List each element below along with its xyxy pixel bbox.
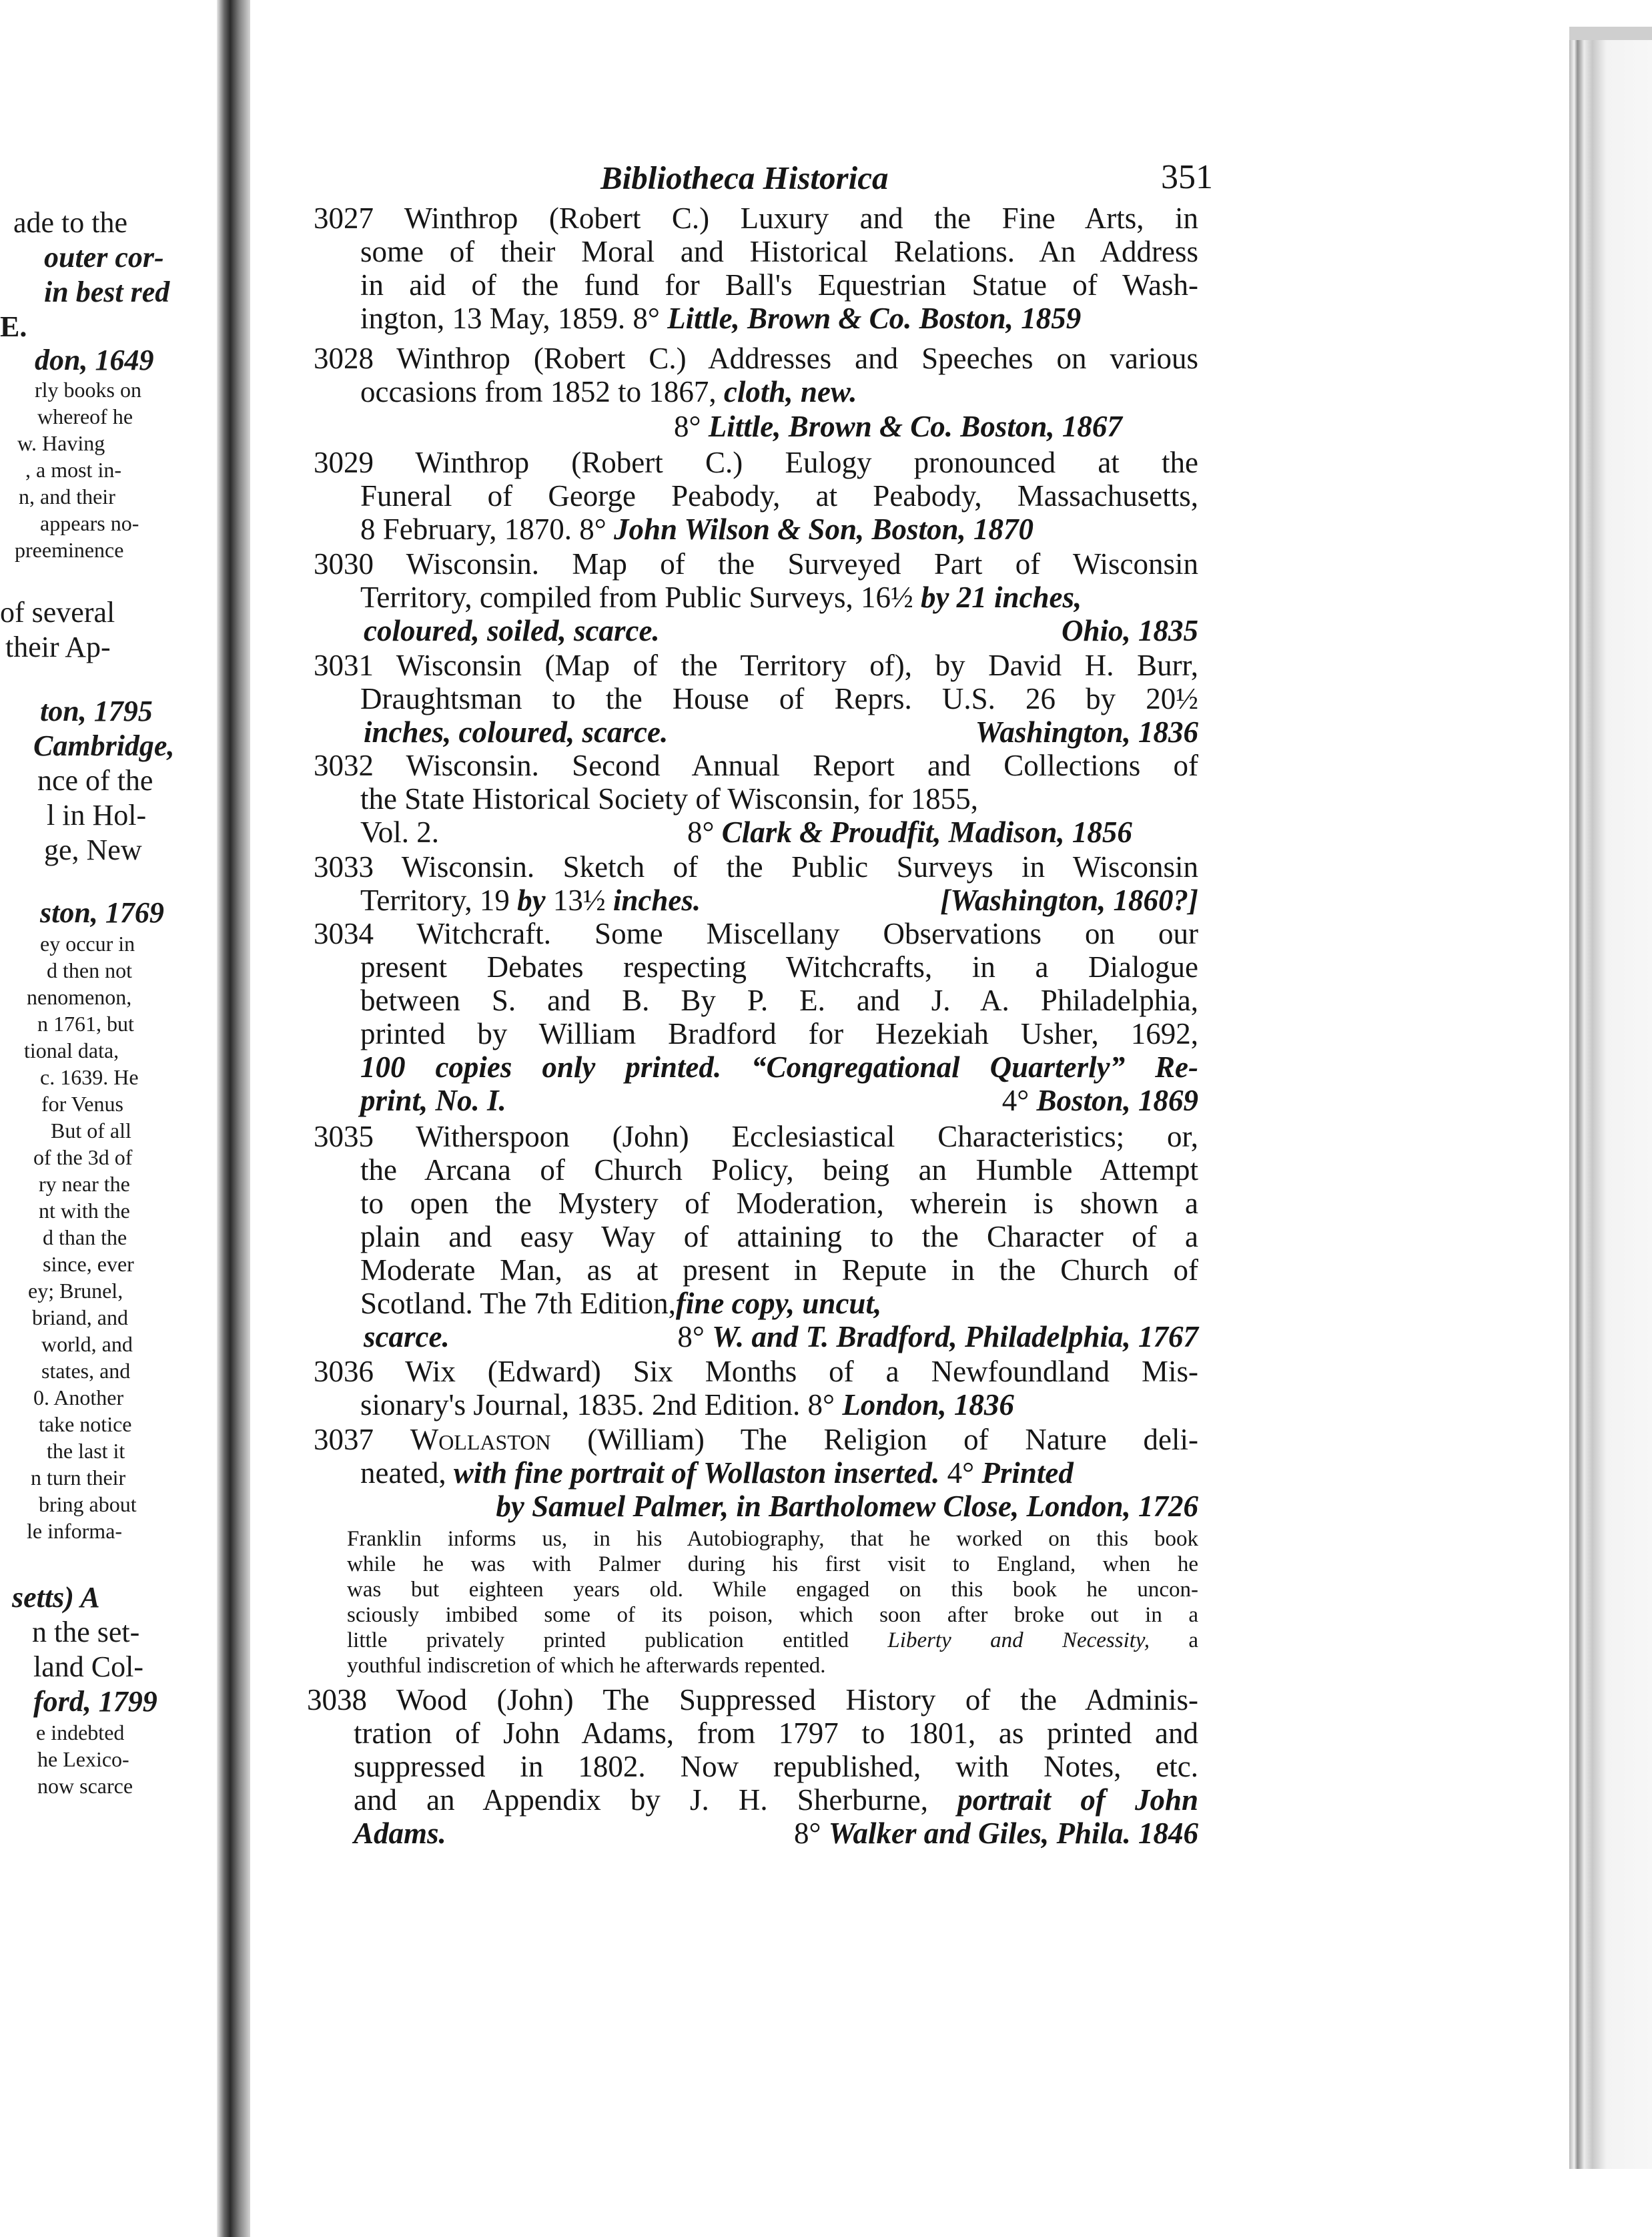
imprint: Little, Brown & Co. Boston, 1867 — [708, 410, 1122, 443]
fragment-line: d then not — [47, 958, 132, 982]
page-edge-stack — [1569, 27, 1652, 2169]
fragment-line: tional data, — [24, 1038, 119, 1062]
fragment-line: Cambridge, — [33, 729, 175, 762]
fragment-line: of several — [0, 596, 115, 629]
fragment-line: bring about — [39, 1492, 137, 1516]
condition-note: with fine portrait of Wollaston inserted. — [453, 1456, 940, 1490]
entry-line: in aid of the fund for Ball's Equestrian Statue of Wash- — [360, 268, 1198, 302]
fragment-line: ge, New — [44, 834, 142, 866]
footnote-title: Liberty and Necessity, — [887, 1628, 1150, 1652]
entry-line: the Arcana of Church Policy, being an Humble Attempt — [360, 1153, 1198, 1187]
entry-line: some of their Moral and Historical Relations. An Address — [360, 235, 1198, 268]
entry-line: Moderate Man, as at present in Repute in the Church of — [360, 1253, 1198, 1287]
fragment-line: nce of the — [37, 764, 153, 797]
entry-line: 3032 Wisconsin. Second Annual Report and Collections of — [314, 749, 1198, 782]
imprint: by Samuel Palmer, in Bartholomew Close, London, 1726 — [496, 1490, 1198, 1523]
fragment-line: But of all — [51, 1118, 131, 1143]
fragment-line: ston, 1769 — [40, 896, 164, 929]
entry-line: suppressed in 1802. Now republished, with Notes, etc. — [354, 1750, 1198, 1783]
footnote-line: Franklin informs us, in his Autobiography, that he worked on this book — [347, 1527, 1198, 1551]
entry-line — [354, 1785, 1198, 1815]
entry-text: (William) The Religion of Nature deli- — [550, 1423, 1199, 1456]
fragment-line: now scarce — [37, 1774, 133, 1798]
entry-line: 3030 Wisconsin. Map of the Surveyed Part of Wisconsin — [314, 547, 1198, 581]
condition-note: scarce. — [364, 1320, 450, 1353]
entry-line — [360, 377, 857, 407]
entry-line — [360, 515, 1034, 545]
entry-line — [360, 304, 1081, 334]
entry-text: ington, 13 May, 1859. 8° — [360, 302, 668, 335]
entry-line: Vol. 2. — [360, 816, 439, 849]
fragment-line: he Lexico- — [37, 1747, 129, 1771]
entry-line: 3033 Wisconsin. Sketch of the Public Surveys in Wisconsin — [314, 850, 1198, 884]
fragment-line: n the set- — [32, 1616, 140, 1648]
fragment-line: ton, 1795 — [40, 695, 153, 727]
entry-line — [667, 1819, 1198, 1849]
entry-line: between S. and B. By P. E. and J. A. Philadelphia, — [360, 984, 1198, 1017]
entry-line: 3031 Wisconsin (Map of the Territory of), by David H. Burr, — [314, 649, 1198, 682]
condition-note: Adams. — [354, 1817, 446, 1850]
entry-text: 8 February, 1870. 8° — [360, 513, 614, 546]
imprint: Washington, 1836 — [975, 715, 1198, 749]
entry-line: 3035 Witherspoon (John) Ecclesiastical Characteristics; or, — [314, 1120, 1198, 1153]
dimensions: by — [517, 884, 546, 917]
book-spine-gutter — [217, 0, 250, 2237]
footnote-line: was but eighteen years old. While engaged on this book he uncon- — [347, 1578, 1198, 1602]
entry-text: 4° — [1001, 1084, 1037, 1117]
footnote-line: sciously imbibed some of its poison, which soon after broke out in a — [347, 1603, 1198, 1627]
fragment-line: n, and their — [19, 485, 115, 509]
condition-note: cloth, new. — [723, 375, 857, 408]
fragment-line: e indebted — [36, 1720, 125, 1744]
entry-text: Territory, compiled from Public Surveys, 16½ — [360, 581, 921, 614]
page-number: 351 — [1161, 158, 1213, 196]
entry-line: Funeral of George Peabody, at Peabody, Massachusetts, — [360, 479, 1198, 513]
entry-line: tration of John Adams, from 1797 to 1801, as printed and — [354, 1716, 1198, 1750]
author-name: Wollaston — [410, 1423, 551, 1456]
fragment-line: of the 3d of — [33, 1145, 133, 1169]
entry-text: 3037 — [314, 1423, 410, 1456]
imprint: Clark & Proudfit, Madison, 1856 — [721, 816, 1132, 849]
footnote-line: while he was with Palmer during his first visit to England, when he — [347, 1552, 1198, 1576]
fragment-line: ey occur in — [40, 932, 135, 956]
entry-line: 3038 Wood (John) The Suppressed History of the Adminis- — [307, 1683, 1198, 1716]
entry-line — [667, 1322, 1198, 1352]
entry-line — [360, 583, 1082, 613]
imprint: Walker and Giles, Phila. 1846 — [828, 1817, 1198, 1850]
dimensions: inches. — [612, 884, 701, 917]
fragment-line: ry near the — [39, 1172, 130, 1196]
entry-line: 3034 Witchcraft. Some Miscellany Observations on our — [314, 917, 1198, 950]
entry-line: printed by William Bradford for Hezekiah Usher, 1692, — [360, 1017, 1198, 1050]
fragment-line: don, 1649 — [35, 344, 154, 376]
condition-note: fine copy, uncut, — [675, 1287, 882, 1320]
entry-line — [674, 412, 1122, 442]
fragment-line: their Ap- — [5, 631, 111, 663]
footnote-text: a — [1150, 1628, 1198, 1652]
condition-note: inches, coloured, scarce. — [364, 715, 669, 749]
entry-line — [687, 818, 1132, 848]
fragment-line: , a most in- — [25, 458, 121, 482]
entry-text: 8° — [674, 410, 709, 443]
entry-line — [360, 1390, 1014, 1420]
imprint: Printed — [981, 1456, 1074, 1490]
fragment-line: appears no- — [40, 511, 139, 535]
fragment-line: world, and — [41, 1332, 133, 1356]
fragment-line: l in Hol- — [47, 799, 147, 832]
entry-text: 13½ — [545, 884, 613, 917]
condition-note: coloured, soiled, scarce. — [364, 614, 660, 647]
fragment-line: w. Having — [17, 431, 105, 455]
fragment-line: 0. Another — [33, 1385, 124, 1409]
entry-text: 8° — [794, 1817, 829, 1850]
entry-line: Draughtsman to the House of Reprs. U.S. 26 by 20½ — [360, 682, 1198, 715]
fragment-line: ey; Brunel, — [28, 1279, 123, 1303]
fragment-line: since, ever — [43, 1252, 134, 1276]
entry-line: 3036 Wix (Edward) Six Months of a Newfoundland Mis- — [314, 1355, 1198, 1388]
entry-line — [360, 1289, 881, 1319]
fragment-line: nt with the — [39, 1199, 130, 1223]
imprint: Boston, 1869 — [1036, 1084, 1198, 1117]
previous-page-fragment — [0, 0, 215, 2237]
fragment-line: rly books on — [35, 378, 141, 402]
imprint: Ohio, 1835 — [1061, 614, 1198, 647]
fragment-line: outer cor- — [44, 241, 164, 274]
fragment-line: n 1761, but — [37, 1012, 134, 1036]
fragment-line: setts) A — [12, 1581, 100, 1614]
entry-line: 3029 Winthrop (Robert C.) Eulogy pronounced at the — [314, 446, 1198, 479]
imprint: John Wilson & Son, Boston, 1870 — [614, 513, 1034, 546]
fragment-line: n turn their — [31, 1466, 126, 1490]
entry-line: print, No. I. — [360, 1084, 506, 1117]
fragment-line: whereof he — [37, 404, 133, 428]
condition-note: portrait of John — [957, 1783, 1198, 1817]
imprint: London, 1836 — [842, 1388, 1014, 1421]
entry-text: occasions from 1852 to 1867, — [360, 375, 724, 408]
entry-line: present Debates respecting Witchcrafts, in a Dialogue — [360, 950, 1198, 984]
entry-line — [360, 886, 701, 916]
fragment-line: take notice — [39, 1412, 132, 1436]
fragment-line: the last it — [47, 1439, 125, 1463]
footnote-line — [347, 1630, 1198, 1652]
entry-text: Scotland. The 7th Edition, — [360, 1287, 676, 1320]
imprint: [Washington, 1860?] — [940, 884, 1198, 917]
entry-text: neated, — [360, 1456, 454, 1490]
imprint: W. and T. Bradford, Philadelphia, 1767 — [712, 1320, 1198, 1353]
running-head: Bibliotheca Historica — [600, 159, 889, 196]
entry-text: and an Appendix by J. H. Sherburne, — [354, 1783, 958, 1817]
fragment-line: ade to the — [13, 206, 128, 239]
fragment-line: in best red — [44, 276, 170, 308]
entry-text: Territory, 19 — [360, 884, 518, 917]
entry-line — [314, 1425, 1198, 1455]
fragment-line: ford, 1799 — [33, 1685, 157, 1718]
fragment-line: nenomenon, — [27, 985, 132, 1009]
footnote-line: youthful indiscretion of which he afterwards repented. — [347, 1654, 826, 1678]
fragment-line: states, and — [41, 1359, 131, 1383]
fragment-line: briand, and — [32, 1305, 128, 1329]
entry-line: 100 copies only printed. “Congregational Quarterly” Re- — [360, 1050, 1198, 1084]
entry-line: to open the Mystery of Moderation, wherein is shown a — [360, 1187, 1198, 1220]
entry-line — [918, 1086, 1198, 1116]
dimensions: by 21 inches, — [921, 581, 1082, 614]
fragment-line: for Venus — [41, 1092, 123, 1116]
fragment-line: land Col- — [33, 1650, 143, 1683]
imprint: Little, Brown & Co. Boston, 1859 — [667, 302, 1082, 335]
footnote-text: little privately printed publication entitled — [347, 1628, 888, 1652]
entry-text: 8° — [677, 1320, 713, 1353]
fragment-line: E. — [0, 310, 27, 343]
entry-text: 4° — [939, 1456, 982, 1490]
fragment-line: d than the — [43, 1225, 127, 1249]
fragment-line: preeminence — [15, 538, 124, 562]
fragment-line: le informa- — [27, 1519, 123, 1543]
entry-text: 8° — [687, 816, 722, 849]
entry-line: plain and easy Way of attaining to the Character of a — [360, 1220, 1198, 1253]
entry-text: sionary's Journal, 1835. 2nd Edition. 8° — [360, 1388, 843, 1421]
entry-line: the State Historical Society of Wisconsin, for 1855, — [360, 782, 978, 816]
entry-line: 3027 Winthrop (Robert C.) Luxury and the Fine Arts, in — [314, 202, 1198, 235]
entry-line — [360, 1458, 1074, 1488]
fragment-line: c. 1639. He — [40, 1065, 139, 1089]
entry-line: 3028 Winthrop (Robert C.) Addresses and Speeches on various — [314, 342, 1198, 375]
